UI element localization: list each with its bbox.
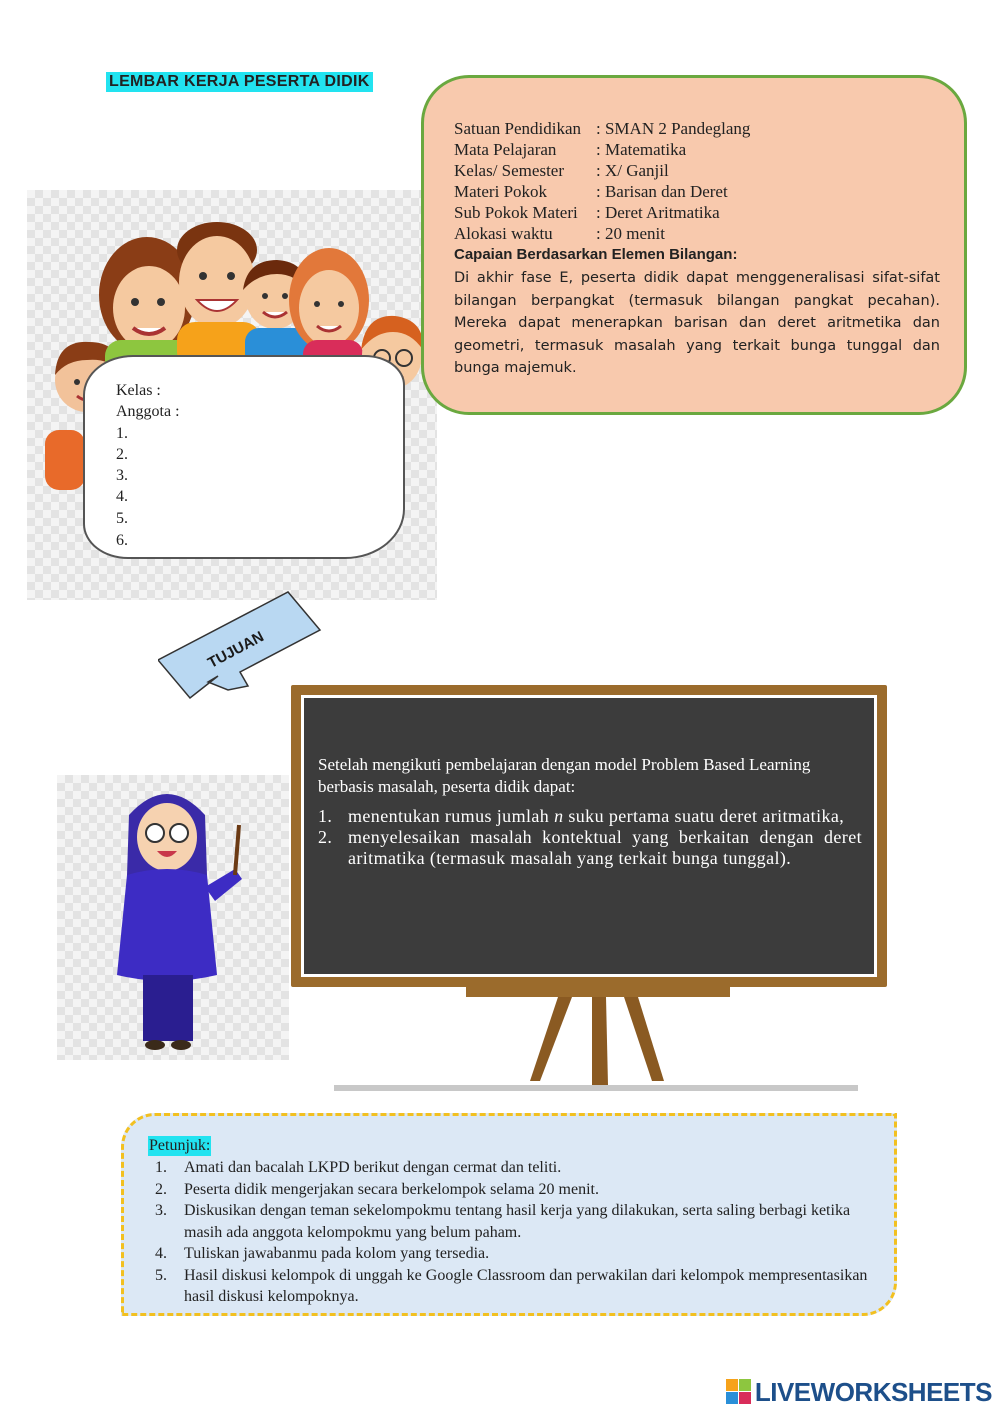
item-number: 3. (155, 1202, 167, 1219)
member-number-2: 2. (116, 446, 128, 463)
petunjuk-list (148, 1157, 868, 1308)
info-label: Satuan Pendidikan (454, 119, 582, 138)
info-row-sub-materi (454, 202, 720, 223)
member-number-6: 6. (116, 532, 128, 549)
tujuan-item-1 (318, 806, 862, 827)
info-value: : SMAN 2 Pandeglang (596, 119, 751, 138)
info-value: : X/ Ganjil (596, 161, 669, 180)
info-label: Materi Pokok (454, 182, 548, 201)
petunjuk-item-2 (148, 1179, 868, 1201)
member-number-5: 5. (116, 510, 128, 527)
anggota-label: Anggota : (116, 403, 180, 420)
kelas-label: Kelas : (116, 382, 161, 399)
liveworksheets-brand[interactable] (726, 1377, 992, 1407)
petunjuk-title: Petunjuk: (149, 1137, 211, 1154)
petunjuk-box (121, 1113, 897, 1316)
item-text: suku pertama suatu deret aritmatika, (563, 806, 845, 826)
item-text: Peserta didik mengerjakan secara berkelompok selama 20 menit. (184, 1180, 599, 1198)
info-label: Mata Pelajaran (454, 140, 557, 159)
item-text: Amati dan bacalah LKPD berikut dengan cermat dan teliti. (184, 1159, 562, 1176)
worksheet-title: LEMBAR KERJA PESERTA DIDIK (106, 72, 373, 92)
info-row-satuan (454, 118, 750, 139)
tujuan-label: TUJUAN (205, 628, 267, 672)
item-text: Tuliskan jawabanmu pada kolom yang tersedia. (184, 1245, 490, 1262)
tujuan-content (318, 754, 862, 869)
info-row-materi (454, 181, 728, 202)
item-variable: n (554, 806, 564, 826)
info-value: : Matematika (596, 140, 687, 159)
chalkboard-stand (290, 985, 890, 1095)
identity-info-box (421, 75, 967, 415)
item-text: Hasil diskusi kelompok di unggah ke Google Classroom dan perwakilan dari kelompok mempresentasikan hasil diskusi kelompoknya. (184, 1266, 868, 1305)
member-number-1: 1. (116, 425, 128, 442)
petunjuk-item-3 (148, 1200, 868, 1243)
capaian-text: Di akhir fase E, peserta didik dapat menggeneralisasi sifat-sifat bilangan berpangkat (termasuk bilangan pangkat pecahan). Mereka dapat menerapkan barisan dan deret aritmetika dan geometri, termasuk masalah yang terkait bunga tunggal dan bunga majemuk. (454, 270, 940, 376)
info-value: : Barisan dan Deret (596, 182, 728, 201)
info-label: Alokasi waktu (454, 224, 553, 243)
petunjuk-item-5 (148, 1265, 868, 1308)
brand-name: LIVEWORKSHEETS (754, 1376, 992, 1407)
petunjuk-item-1 (148, 1157, 868, 1179)
info-label: Sub Pokok Materi (454, 203, 578, 222)
member-number-3: 3. (116, 467, 128, 484)
tujuan-arrow (158, 590, 328, 700)
item-text: Diskusikan dengan teman sekelompokmu tentang hasil kerja yang dilakukan, serta saling berbagi ketika masih ada anggota kelompokmu yang belum paham. (184, 1202, 851, 1241)
info-row-kelas (454, 160, 669, 181)
item-number: 1. (155, 1159, 167, 1176)
easel-legs (290, 985, 890, 1095)
teacher-illustration (57, 775, 289, 1060)
teacher-drawing (57, 775, 289, 1060)
item-text: menentukan rumus jumlah (348, 806, 555, 826)
petunjuk-item-4 (148, 1243, 868, 1265)
item-number: 5. (155, 1266, 167, 1284)
info-row-mapel (454, 139, 686, 160)
tujuan-item-2 (318, 827, 862, 869)
member-number-4: 4. (116, 488, 128, 505)
info-value: : 20 menit (596, 224, 665, 243)
item-text: menyelesaikan masalah kontektual yang berkaitan dengan deret aritmatika (termasuk masalah yang terkait bunga tunggal). (348, 827, 862, 868)
item-number: 4. (155, 1245, 167, 1262)
info-row-alokasi (454, 223, 665, 244)
arrow-down-icon (158, 590, 328, 700)
capaian-title: Capaian Berdasarkan Elemen Bilangan: (454, 246, 738, 263)
item-number: 2. (318, 827, 333, 847)
liveworksheets-logo-icon (726, 1379, 752, 1405)
item-number: 2. (155, 1180, 167, 1198)
tujuan-intro: Setelah mengikuti pembelajaran dengan model Problem Based Learning berbasis masalah, peserta didik dapat: (318, 755, 811, 796)
info-value: : Deret Aritmatika (596, 203, 720, 222)
item-number: 1. (318, 806, 333, 826)
info-label: Kelas/ Semester (454, 161, 564, 180)
